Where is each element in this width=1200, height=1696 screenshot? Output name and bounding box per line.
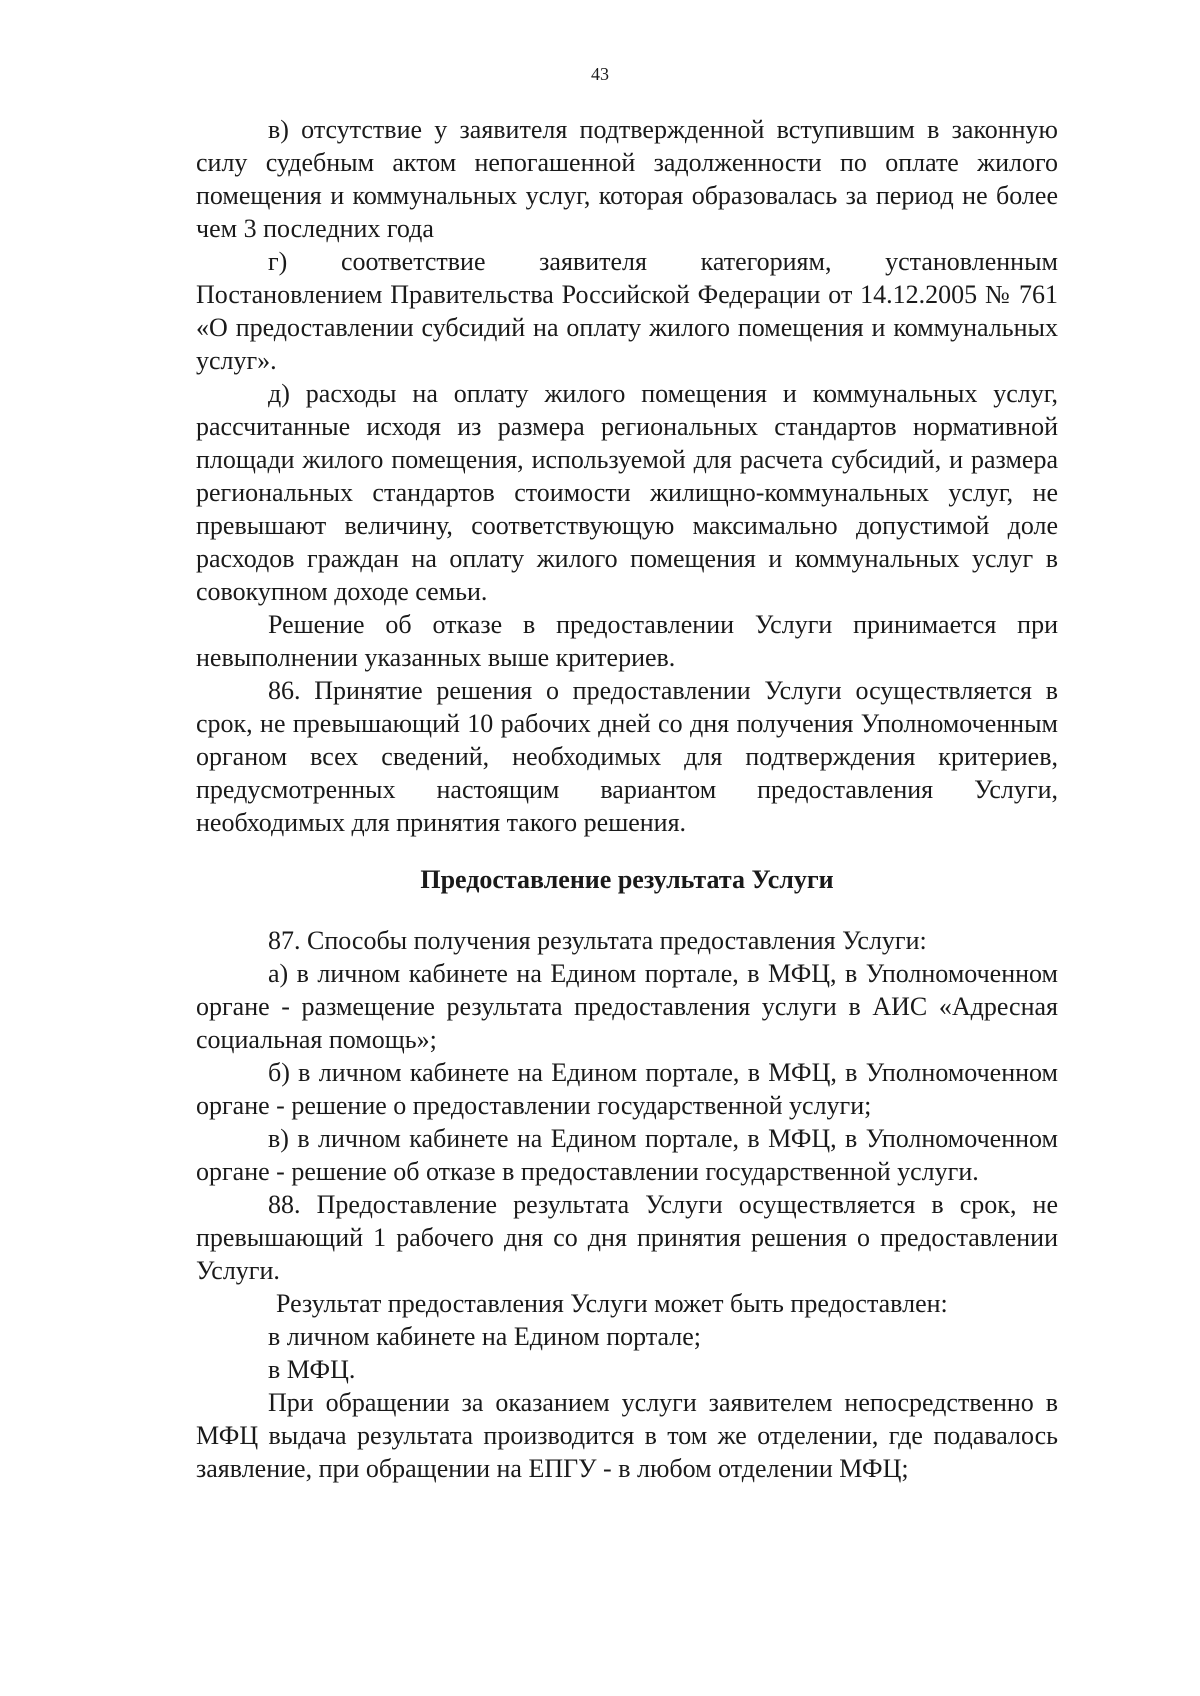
paragraph-refusal-decision: Решение об отказе в предоставлении Услуги принимается при невыполнении указанных выше критериев.	[196, 610, 1058, 672]
paragraph-87-v: в) в личном кабинете на Едином портале, в МФЦ, в Уполномоченном органе - решение об отказе в предоставлении государственной услуги.	[196, 1124, 1058, 1186]
paragraph-option-portal: в личном кабинете на Едином портале;	[268, 1322, 701, 1351]
paragraph-option-mfc: в МФЦ.	[268, 1355, 356, 1384]
paragraph-mfc-issuance: При обращении за оказанием услуги заявителем непосредственно в МФЦ выдача результата производится в том же отделении, где подавалось заявление, при обращении на ЕПГУ - в любом отделении МФЦ;	[196, 1388, 1058, 1483]
section-heading: Предоставление результата Услуги	[420, 865, 834, 894]
paragraph-86: 86. Принятие решения о предоставлении Услуги осуществляется в срок, не превышающий 10 рабочих дней со дня получения Уполномоченным органом всех сведений, необходимых для подтверждения критериев, предусмотренных настоящим вариантом предоставления Услуги, необходимых для принятия такого решения.	[196, 676, 1058, 837]
document-body	[196, 113, 1058, 1485]
paragraph-88: 88. Предоставление результата Услуги осуществляется в срок, не превышающий 1 рабочего дня со дня принятия решения о предоставлении Услуги.	[196, 1190, 1058, 1285]
paragraph-result-options: Результат предоставления Услуги может быть предоставлен:	[276, 1289, 948, 1318]
paragraph-criterion-g: г) соответствие заявителя категориям, установленным Постановлением Правительства Российской Федерации от 14.12.2005 № 761 «О предоставлении субсидий на оплату жилого помещения и коммунальных услуг».	[196, 247, 1058, 375]
paragraph-87-b: б) в личном кабинете на Едином портале, в МФЦ, в Уполномоченном органе - решение о предоставлении государственной услуги;	[196, 1058, 1058, 1120]
page-number: 43	[591, 64, 609, 84]
paragraph-criterion-d: д) расходы на оплату жилого помещения и коммунальных услуг, рассчитанные исходя из размера региональных стандартов нормативной площади жилого помещения, используемой для расчета субсидий, и размера региональных стандартов стоимости жилищно-коммунальных услуг, не превышают величину, соответствующую максимально допустимой доле расходов граждан на оплату жилого помещения и коммунальных услуг в совокупном доходе семьи.	[196, 379, 1058, 606]
paragraph-87: 87. Способы получения результата предоставления Услуги:	[268, 926, 927, 955]
paragraph-criterion-v: в) отсутствие у заявителя подтвержденной вступившим в законную силу судебным актом непогашенной задолженности по оплате жилого помещения и коммунальных услуг, которая образовалась за период не более чем 3 последних года	[196, 115, 1058, 243]
paragraph-87-a: а) в личном кабинете на Едином портале, в МФЦ, в Уполномоченном органе - размещение результата предоставления услуги в АИС «Адресная социальная помощь»;	[196, 959, 1058, 1054]
